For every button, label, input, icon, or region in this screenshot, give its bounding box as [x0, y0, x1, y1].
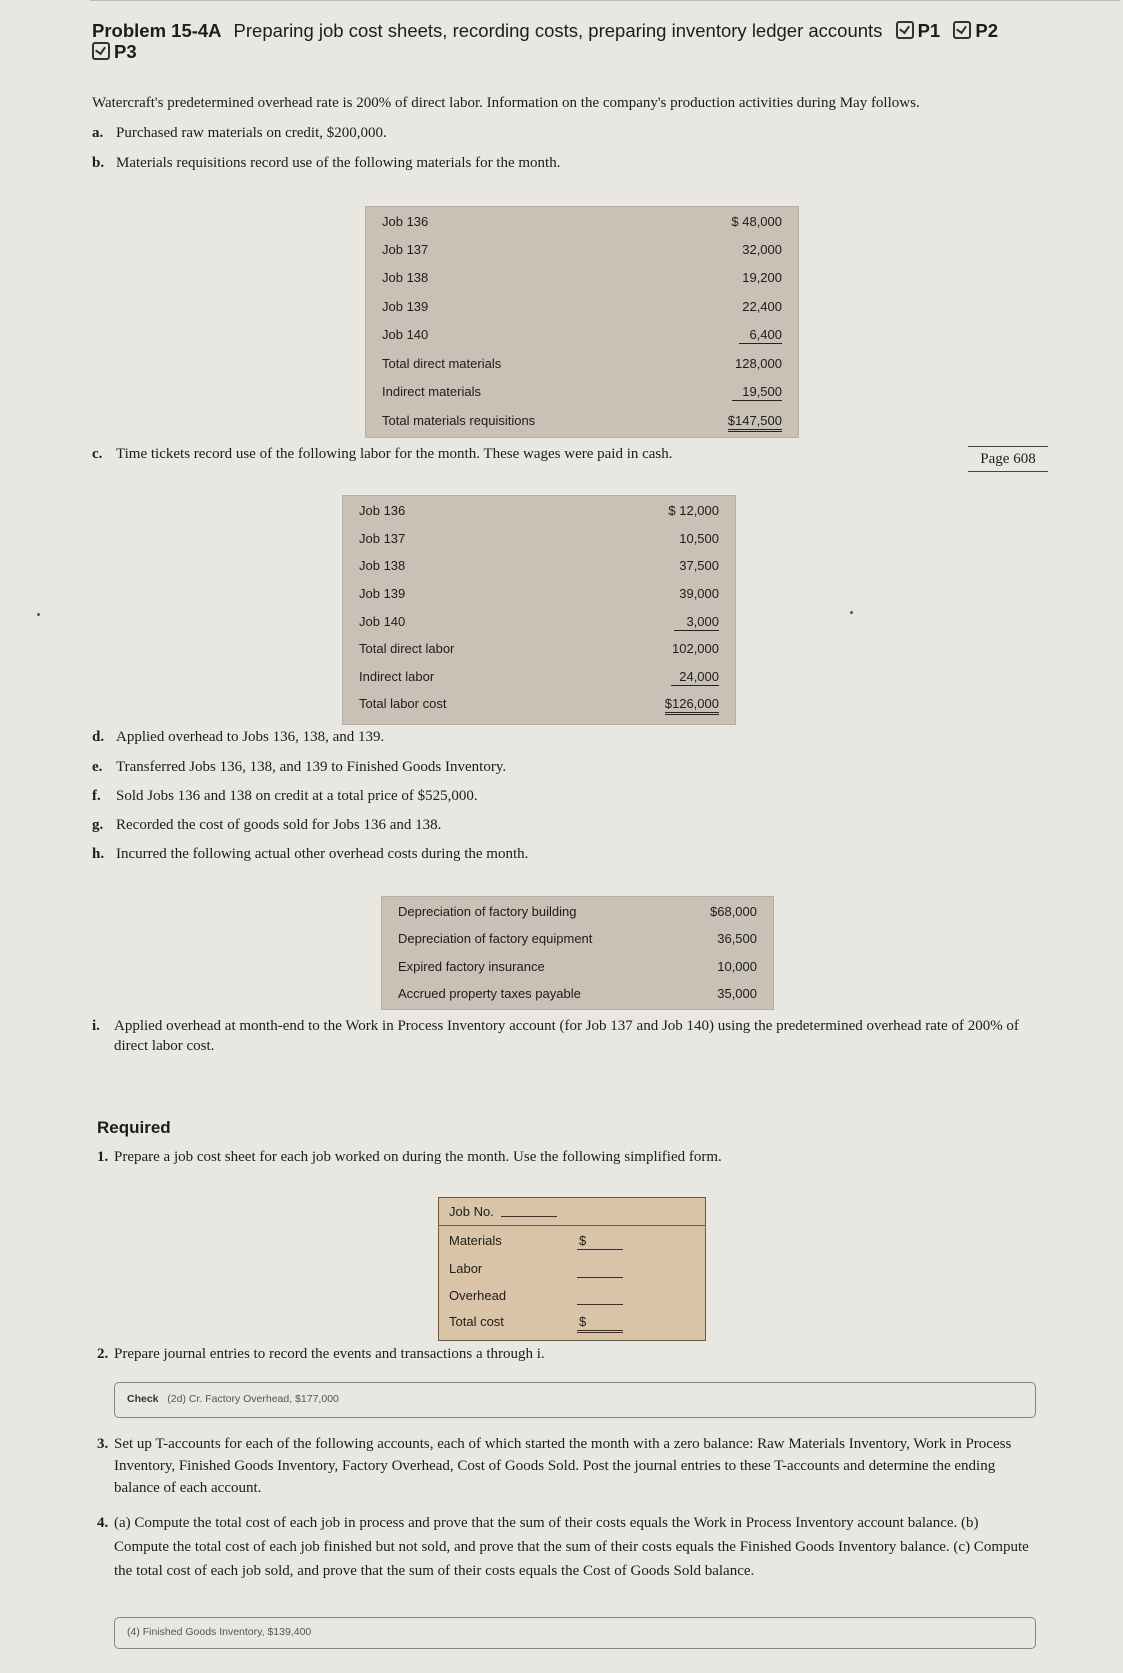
check-label: Check [127, 1393, 159, 1405]
table-row: Total direct labor 102,000 [359, 641, 719, 656]
labor-table [342, 495, 736, 725]
table-row: Depreciation of factory building $68,000 [398, 904, 757, 919]
item-h: h. Incurred the following actual other overhead costs during the month. [92, 846, 529, 862]
required-1: 1. Prepare a job cost sheet for each job worked on during the month. Use the following simplified form. [97, 1149, 722, 1165]
required-2: 2. Prepare journal entries to record the events and transactions a through i. [97, 1346, 545, 1362]
table-row: Job 137 10,500 [359, 531, 719, 546]
table-row: Total direct materials 128,000 [382, 356, 782, 371]
overhead-blank [577, 1304, 623, 1305]
table-row: Job 139 22,400 [382, 299, 782, 314]
job-cost-sheet-form [438, 1197, 706, 1341]
item-a: a. Purchased raw materials on credit, $200,000. [92, 125, 387, 141]
required-heading: Required [97, 1118, 171, 1137]
total-cost-blank [577, 1330, 623, 1333]
table-row: Job 136 $ 12,000 [359, 503, 719, 518]
check-book-icon [896, 21, 914, 39]
item-i: i. Applied overhead at month-end to the Work in Process Inventory account (for Job 137 and Job 140) using the predetermined overhead rate of 200% of direct labor cost. [92, 1018, 1019, 1054]
table-row: Depreciation of factory equipment 36,500 [398, 931, 757, 946]
check-text: (4) Finished Goods Inventory, $139,400 [127, 1626, 312, 1638]
item-c: c. Time tickets record use of the following labor for the month. These wages were paid in cash. [92, 446, 673, 462]
item-b: b. Materials requisitions record use of the following materials for the month. [92, 155, 561, 171]
currency-symbol: $ [579, 1314, 587, 1329]
item-e: e. Transferred Jobs 136, 138, and 139 to Finished Goods Inventory. [92, 759, 507, 775]
overhead-costs-table [381, 896, 774, 1010]
speck [37, 613, 40, 616]
table-row: Total labor cost $126,000 [343, 691, 735, 717]
speck [850, 611, 853, 614]
check-box-4 [114, 1617, 1036, 1649]
job-form-overhead: Overhead [449, 1288, 507, 1303]
tag-p3[interactable]: P3 [92, 41, 137, 62]
item-g: g. Recorded the cost of goods sold for Jobs 136 and 138. [92, 817, 442, 833]
table-row: Job 139 39,000 [359, 586, 719, 601]
check-book-icon [953, 21, 971, 39]
required-3: 3. Set up T-accounts for each of the following accounts, each of which started the month with a zero balance: Raw Materials Inventory, Work in Process Inventory, Finished Goods Inventory, Factory Overhead, Cost of Goods Sold. Post the journal entries to these T-accounts and determine the ending balance of each account. [97, 1436, 1012, 1496]
item-f: f. Sold Jobs 136 and 138 on credit at a total price of $525,000. [92, 788, 478, 804]
problem-title-text: Preparing job cost sheets, recording costs, preparing inventory ledger accounts [233, 20, 883, 41]
table-row: Expired factory insurance 10,000 [398, 959, 757, 974]
table-row: Job 137 32,000 [382, 242, 782, 257]
item-d: d. Applied overhead to Jobs 136, 138, and 139. [92, 729, 385, 745]
tag-p2[interactable]: P2 [953, 20, 998, 41]
job-form-materials: Materials [449, 1233, 502, 1248]
table-row: Total materials requisitions $147,500 [366, 408, 798, 434]
labor-blank [577, 1277, 623, 1278]
table-row: Job 136 $ 48,000 [382, 214, 782, 229]
intro-text: Watercraft's predetermined overhead rate is 200% of direct labor. Information on the company's production activities during May follows. [92, 95, 920, 111]
table-row: Job 138 19,200 [382, 270, 782, 285]
table-row: Indirect materials 19,500 [382, 384, 782, 399]
required-4: 4. (a) Compute the total cost of each job in process and prove that the sum of their costs equals the Work in Process Inventory account balance. (b) Compute the total cost of each job finished but not sold, and prove that the sum of their costs equals the Finished Goods Inventory balance. (c) Compute the total cost of each job sold, and prove that the sum of their costs equals the Cost of Goods Sold balance. [97, 1515, 1029, 1579]
currency-symbol: $ [579, 1233, 587, 1248]
check-book-icon [92, 42, 110, 60]
table-row: Accrued property taxes payable 35,000 [398, 986, 757, 1001]
job-form-header: Job No. [439, 1198, 705, 1226]
check-box-2d [114, 1382, 1036, 1418]
table-row: Job 140 3,000 [359, 614, 719, 629]
check-text: (2d) Cr. Factory Overhead, $177,000 [167, 1393, 339, 1405]
table-row: Job 140 6,400 [382, 327, 782, 342]
job-number-blank [501, 1216, 557, 1217]
job-form-total-cost: Total cost [449, 1314, 504, 1329]
page-reference: Page 608 [968, 446, 1048, 472]
problem-title [92, 20, 1042, 62]
job-form-labor: Labor [449, 1261, 483, 1276]
problem-number: Problem 15-4A [92, 20, 222, 41]
table-row: Job 138 37,500 [359, 558, 719, 573]
materials-blank [577, 1249, 623, 1250]
top-rule [90, 0, 1120, 1]
table-row: Indirect labor 24,000 [359, 669, 719, 684]
materials-table [365, 206, 799, 438]
tag-p1[interactable]: P1 [896, 20, 941, 41]
